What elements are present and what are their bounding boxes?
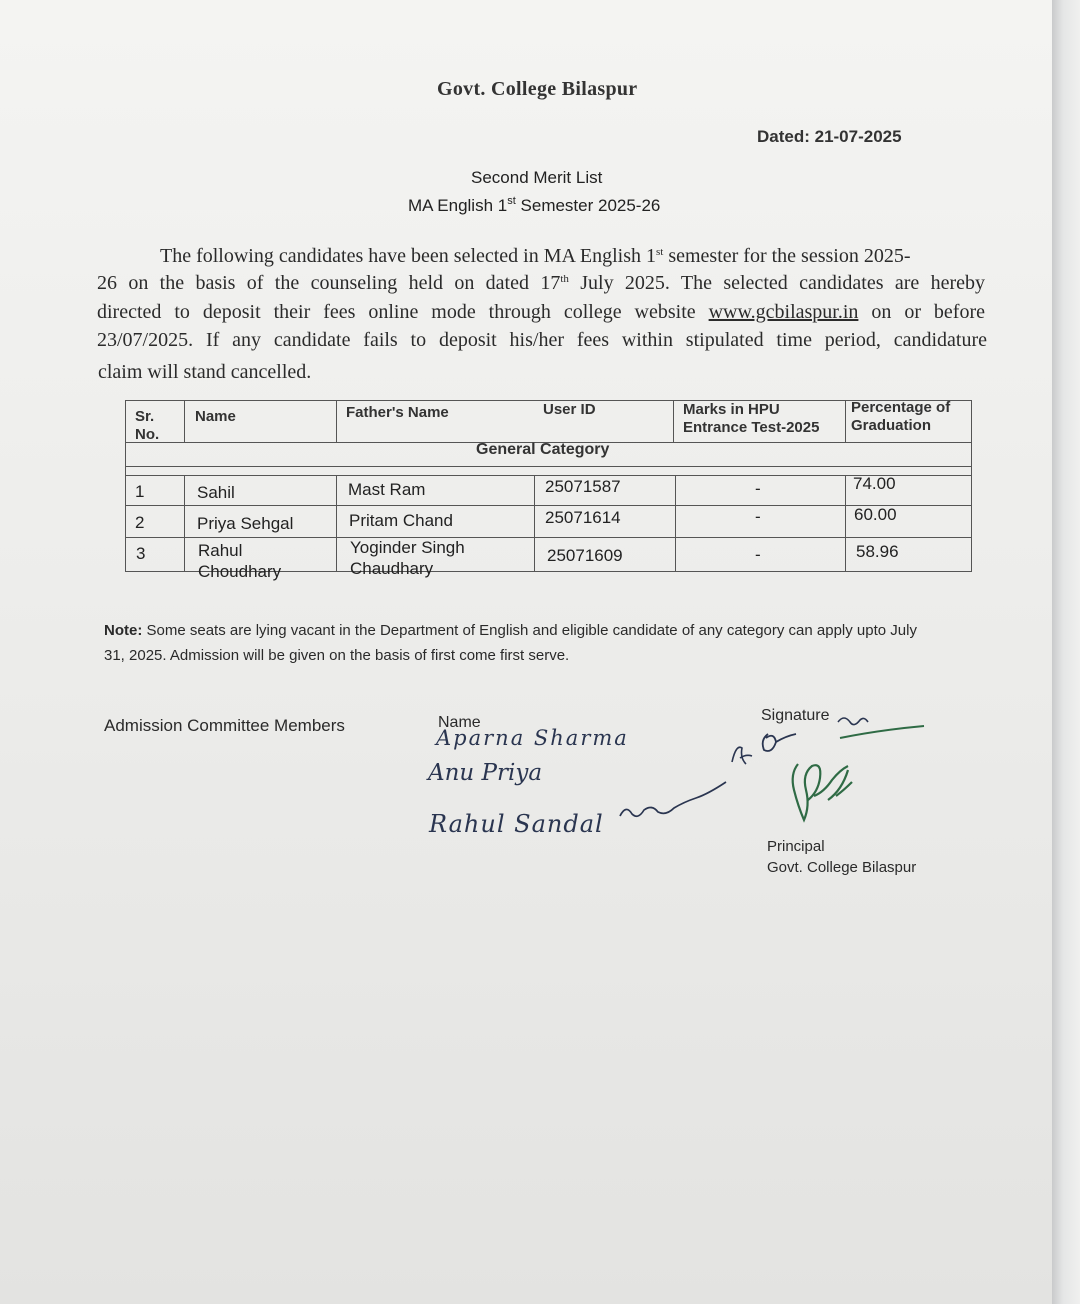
note-line: Note: Some seats are lying vacant in the Department of English and eligible candidate of any category can apply upto July	[104, 622, 917, 639]
row-user-id: 25071614	[545, 508, 621, 527]
row-user-id: 25071609	[547, 546, 623, 565]
category-label: General Category	[476, 441, 610, 458]
row-sr: 2	[135, 513, 145, 532]
row-sr: 3	[136, 544, 146, 563]
paragraph-line: The following candidates have been selected in MA English 1st semester for the session 2025-	[160, 245, 911, 267]
row-father-name: Yoginder Singh Chaudhary	[350, 538, 465, 578]
paragraph-line: directed to deposit their fees online mode through college website www.gcbilaspur.in on or before	[97, 301, 986, 323]
member-name-handwritten: Anu Priya	[428, 760, 543, 786]
member-name-handwritten: Aparna Sharma	[436, 726, 629, 750]
college-name: Govt. College Bilaspur	[437, 78, 638, 100]
name-column-label: Name	[438, 714, 481, 731]
header-user-id: User ID	[543, 401, 596, 418]
row-percentage: 58.96	[856, 542, 899, 561]
row-sr: 1	[135, 482, 145, 501]
paragraph-line: claim will stand cancelled.	[98, 361, 312, 383]
member-name-handwritten: Rahul Sandal	[429, 810, 604, 838]
header-father-name: Father's Name	[346, 404, 449, 421]
committee-signatures	[600, 700, 940, 840]
header-name: Name	[195, 408, 236, 425]
paragraph-line: 26 on the basis of the counseling held on dated 17th July 2025. The selected candidates are hereby	[97, 272, 986, 294]
row-marks: -	[755, 545, 761, 564]
row-father-name: Pritam Chand	[349, 511, 453, 530]
row-marks: -	[755, 479, 761, 498]
header-percentage: Percentage of Graduation	[851, 399, 951, 434]
row-marks: -	[755, 507, 761, 526]
course-title: MA English 1st Semester 2025-26	[408, 195, 661, 215]
merit-table	[125, 399, 972, 581]
row-name: Priya Sehgal	[197, 514, 294, 533]
signature-column-label: Signature	[761, 707, 830, 724]
row-name: Rahul Choudhary	[198, 541, 282, 581]
row-father-name: Mast Ram	[348, 480, 426, 499]
principal-title: Principal	[767, 838, 825, 855]
college-website-link[interactable]: www.gcbilaspur.in	[708, 301, 859, 323]
background-edge	[1052, 0, 1080, 1304]
note-line: 31, 2025. Admission will be given on the basis of first come first serve.	[104, 647, 570, 664]
list-title: Second Merit List	[471, 168, 603, 187]
row-percentage: 74.00	[853, 474, 896, 493]
principal-college: Govt. College Bilaspur	[767, 859, 917, 876]
row-name: Sahil	[197, 483, 235, 502]
committee-label: Admission Committee Members	[104, 716, 345, 735]
row-user-id: 25071587	[545, 477, 621, 496]
paragraph-line: 23/07/2025. If any candidate fails to deposit his/her fees within stipulated time period, candidature	[97, 329, 987, 351]
date-line: Dated: 21-07-2025	[757, 127, 902, 146]
header-sr: Sr. No.	[135, 408, 160, 443]
header-marks: Marks in HPU Entrance Test-2025	[683, 401, 820, 436]
row-percentage: 60.00	[854, 505, 897, 524]
